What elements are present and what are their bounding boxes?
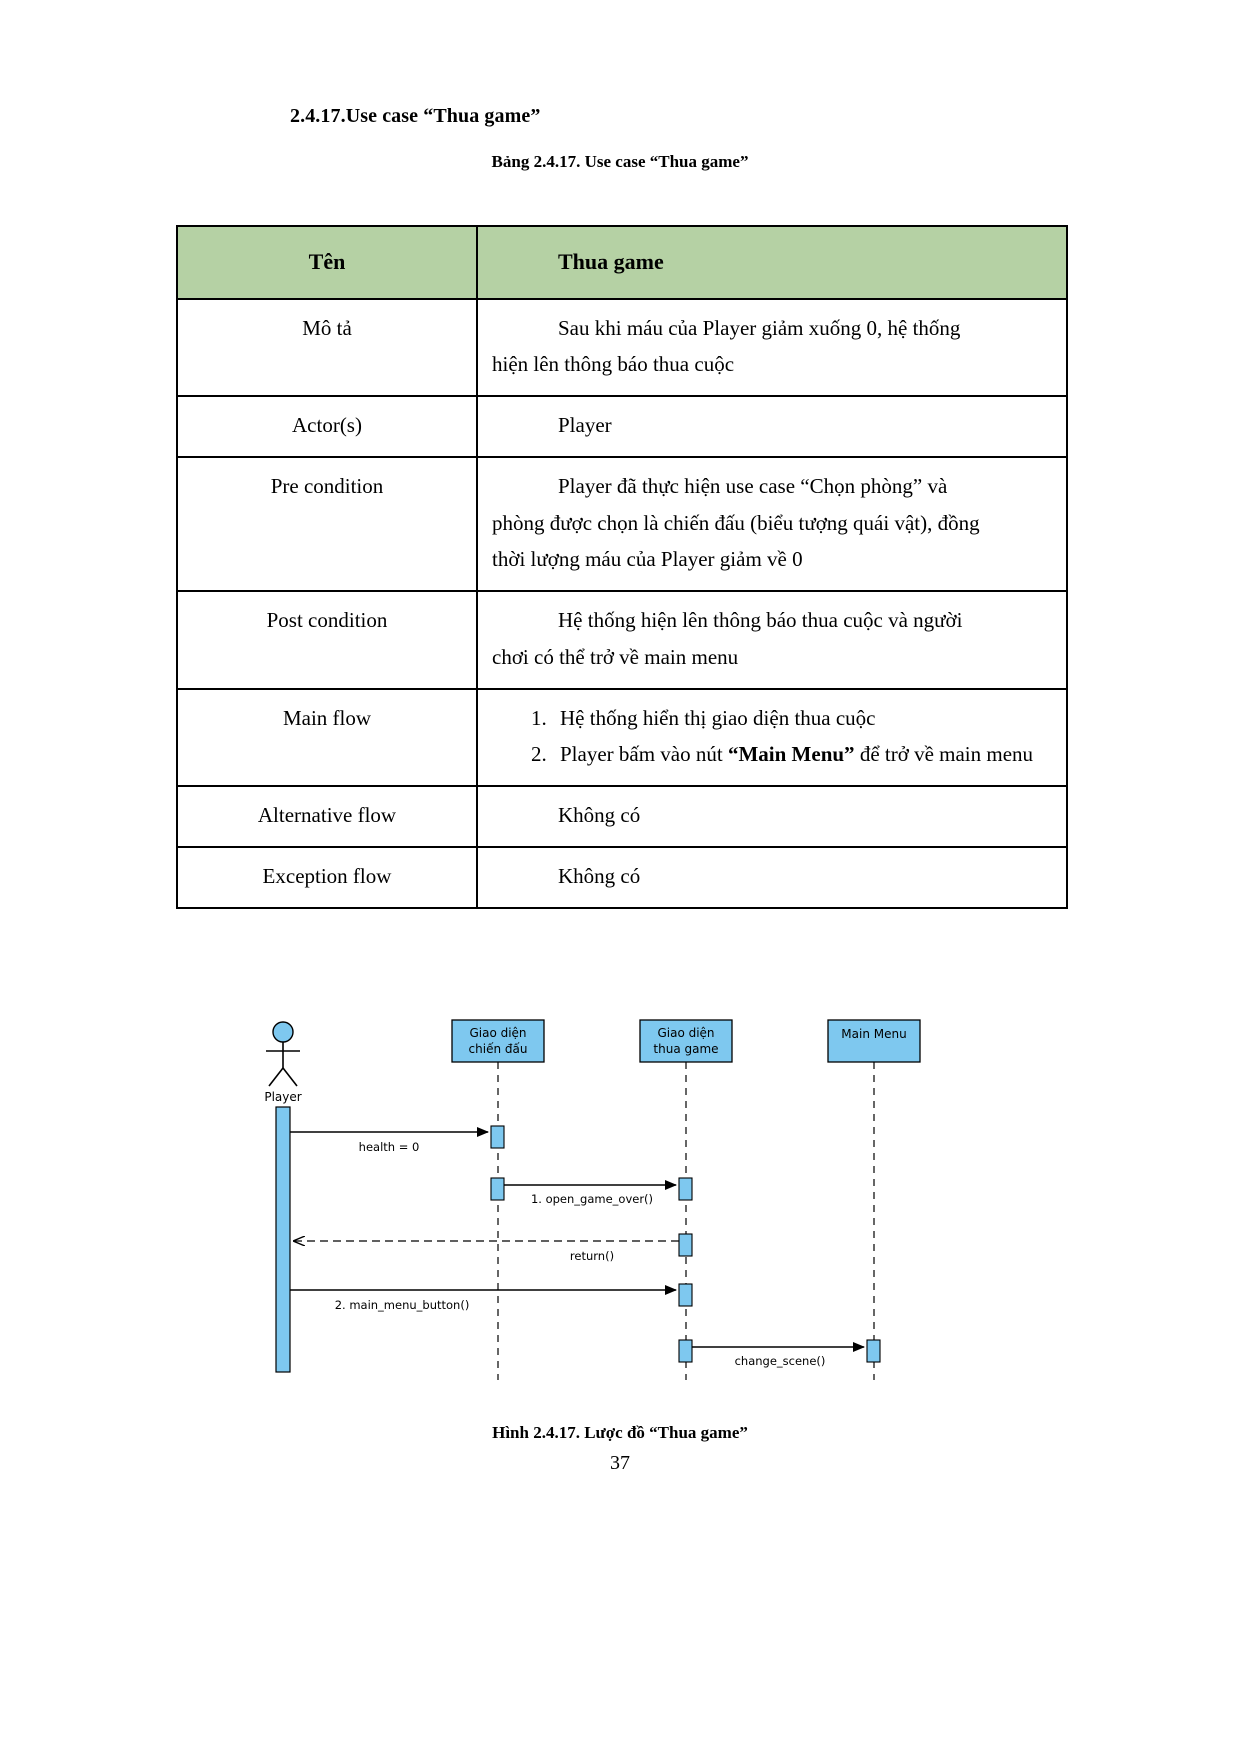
message-open-game-over — [491, 1178, 692, 1206]
row-label-actors: Actor(s) — [177, 396, 477, 457]
actor-activation-bar — [276, 1107, 290, 1372]
text-line: chơi có thể trở về main menu — [492, 644, 739, 669]
lifeline-title-line1: Giao diện — [469, 1026, 527, 1040]
list-item-text-tail: để trở về main menu — [854, 742, 1034, 767]
lifeline-title-line2: thua game — [653, 1042, 719, 1056]
row-label-main-flow: Main flow — [177, 689, 477, 787]
lifeline-main-menu — [828, 1020, 920, 1380]
row-value-pre-condition — [477, 457, 1067, 591]
message-label: return() — [569, 1249, 615, 1263]
row-value-post-condition — [477, 591, 1067, 689]
message-main-menu-button — [290, 1284, 692, 1312]
text-line: Không có — [558, 863, 641, 888]
actor-label: Player — [264, 1090, 302, 1104]
text-line: Sau khi máu của Player giảm xuống 0, hệ thống — [558, 315, 961, 340]
list-item-text: Player bấm vào nút — [560, 742, 728, 767]
lifeline-title-line1: Giao diện — [657, 1026, 715, 1040]
table-row — [177, 689, 1067, 787]
row-label-mo-ta: Mô tả — [177, 299, 477, 397]
table-header-label: Tên — [177, 226, 477, 299]
list-item — [552, 700, 1052, 737]
lifeline-title-line2: chiến đấu — [468, 1042, 528, 1056]
message-label: 1. open_game_over() — [530, 1192, 654, 1206]
table-row — [177, 591, 1067, 689]
row-label-post-condition: Post condition — [177, 591, 477, 689]
message-label: change_scene() — [734, 1354, 826, 1368]
table-row — [177, 847, 1067, 908]
text-line: Không có — [558, 803, 641, 827]
row-label-alternative-flow: Alternative flow — [177, 786, 477, 847]
list-item-bold: “Main Menu” — [727, 742, 855, 767]
text-line: phòng được chọn là chiến đấu (biểu tượng quái vật), đồng — [492, 510, 980, 535]
table-row — [177, 396, 1067, 457]
figure-caption: Hình 2.4.17. Lược đồ “Thua game” — [492, 1423, 748, 1442]
message-change-scene — [679, 1340, 880, 1368]
text-line: hiện lên thông báo thua cuộc — [492, 352, 735, 377]
row-value-mo-ta — [477, 299, 1067, 397]
message-label: 2. main_menu_button() — [334, 1298, 470, 1312]
text-line: Player — [558, 413, 612, 437]
row-value-actors — [477, 396, 1067, 457]
table-caption: Bảng 2.4.17. Use case “Thua game” — [491, 152, 749, 171]
message-health-zero — [290, 1126, 504, 1154]
row-value-main-flow — [477, 689, 1067, 787]
page-number: 37 — [610, 1452, 630, 1474]
table-row — [177, 299, 1067, 397]
row-label-pre-condition: Pre condition — [177, 457, 477, 591]
text-line: thời lượng máu của Player giảm về 0 — [492, 547, 803, 572]
text-line: Player đã thực hiện use case “Chọn phòng” và — [558, 473, 948, 498]
table-header-value: Thua game — [477, 226, 1067, 299]
row-value-alternative-flow — [477, 786, 1067, 847]
row-value-exception-flow — [477, 847, 1067, 908]
main-flow-list — [492, 700, 1052, 774]
list-item — [552, 736, 1052, 773]
section-heading: 2.4.17.Use case “Thua game” — [290, 105, 541, 127]
message-label: health = 0 — [358, 1140, 420, 1154]
list-item-text: Hệ thống hiển thị giao diện thua cuộc — [560, 705, 876, 730]
use-case-table — [176, 225, 1068, 909]
sequence-diagram — [176, 1010, 1066, 1410]
actor-player — [264, 1022, 301, 1104]
table-row — [177, 226, 1067, 299]
message-return — [294, 1234, 692, 1263]
table-row — [177, 786, 1067, 847]
row-label-exception-flow: Exception flow — [177, 847, 477, 908]
text-line: Hệ thống hiện lên thông báo thua cuộc và người — [558, 608, 963, 632]
lifeline-title-line1: Main Menu — [841, 1027, 907, 1041]
table-row — [177, 457, 1067, 591]
